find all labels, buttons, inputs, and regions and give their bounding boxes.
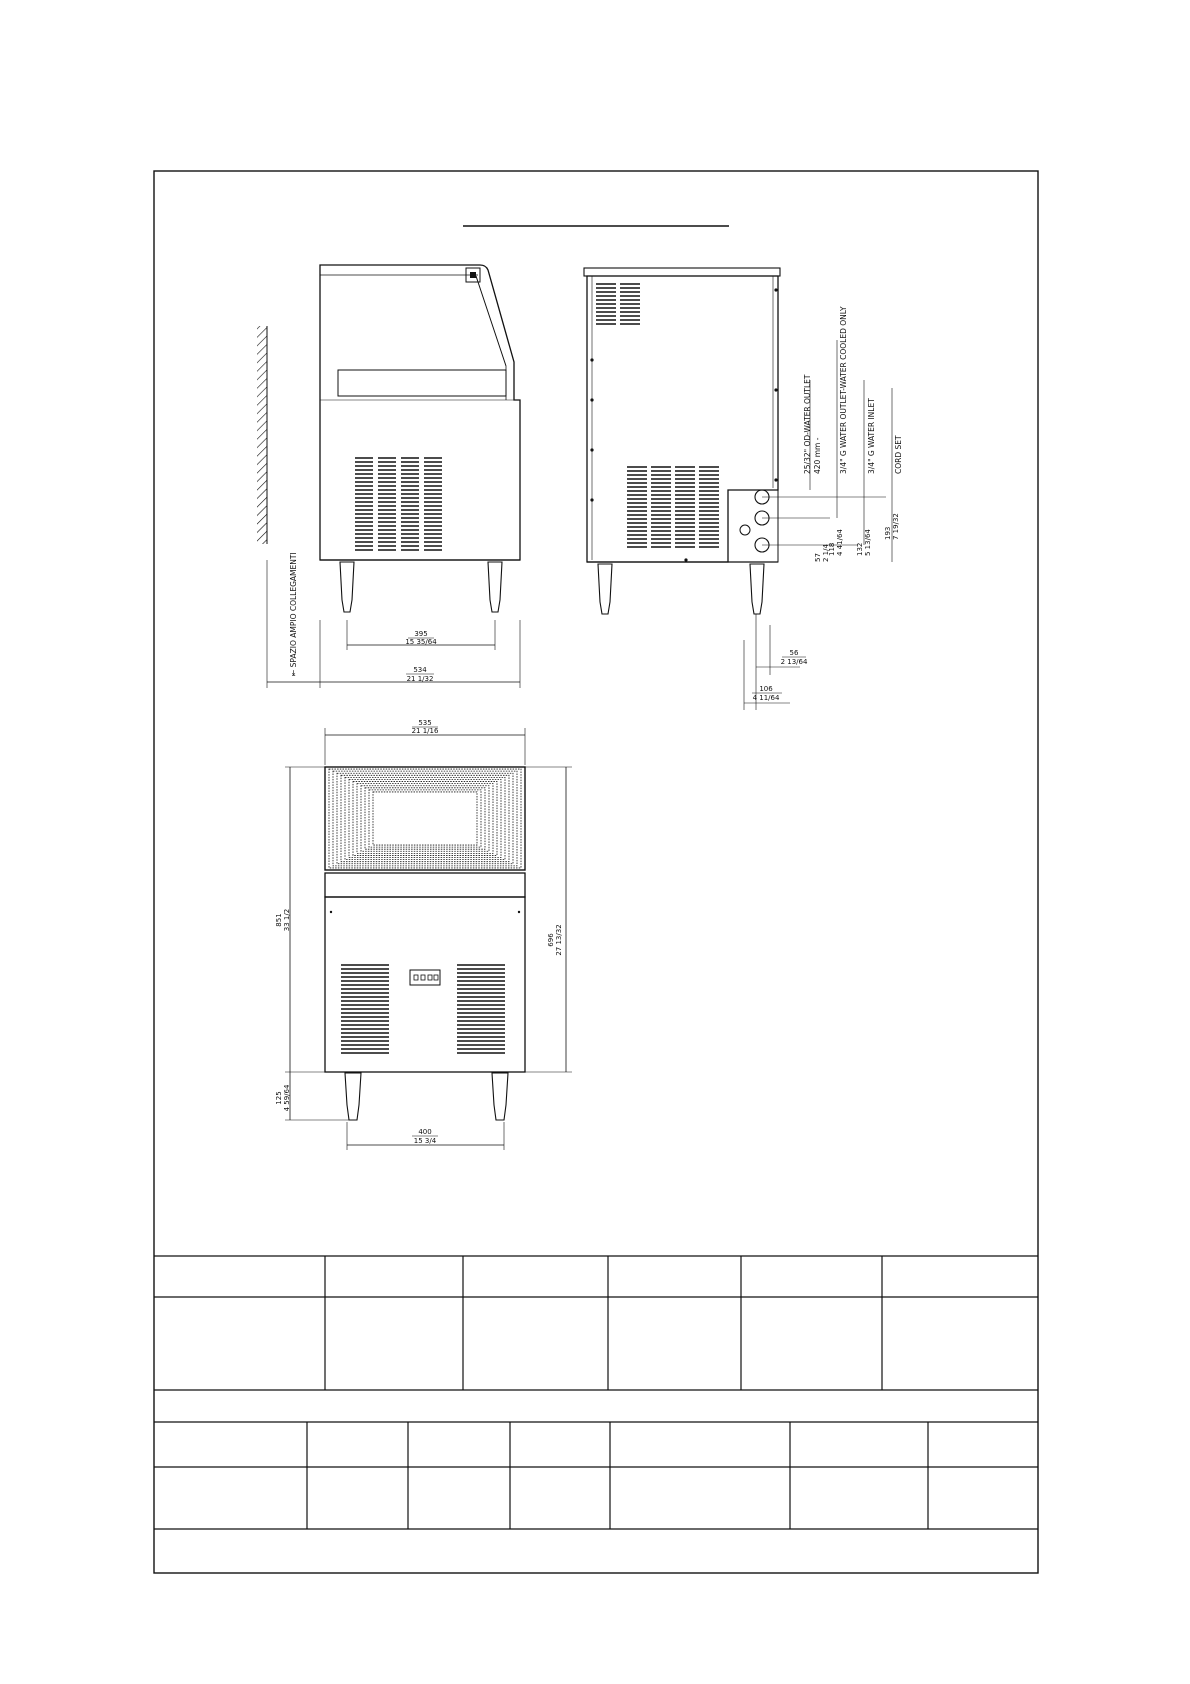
drain-fitting bbox=[740, 525, 750, 535]
h4-mm: 193 bbox=[884, 526, 892, 540]
front-height-in: 33 1/2 bbox=[283, 908, 291, 932]
h1-mm: 57 bbox=[814, 553, 822, 562]
front-band bbox=[325, 873, 525, 897]
water-outlet-size: 3/4" G bbox=[839, 450, 848, 474]
front-vent-left bbox=[341, 965, 389, 1053]
front-vent-right bbox=[457, 965, 505, 1053]
rear-top-grille bbox=[596, 284, 640, 324]
outlet-sub: 420 mm - bbox=[813, 437, 822, 474]
front-width-mm: 535 bbox=[418, 719, 432, 727]
connection-panel bbox=[728, 490, 778, 562]
front-leg-right bbox=[492, 1073, 508, 1120]
front-view bbox=[275, 719, 572, 1150]
w1-mm: 56 bbox=[789, 649, 799, 657]
h3-mm: 132 bbox=[856, 542, 864, 556]
water-inlet-label: WATER INLET bbox=[867, 398, 876, 448]
control-buttons bbox=[414, 975, 438, 980]
lid-texture bbox=[329, 769, 521, 868]
side-leg-right bbox=[488, 562, 502, 612]
clearance-label: ⇤ SPAZIO AMPIO COLLEGAMENTI bbox=[289, 552, 298, 676]
side-legs-span-in: 15 35/64 bbox=[405, 638, 437, 646]
front-leg-height-in: 4 59/64 bbox=[283, 1084, 291, 1112]
front-leg-left bbox=[345, 1073, 361, 1120]
rear-top-lip bbox=[584, 268, 780, 276]
water-cooled-label: WATER OUTLET-WATER COOLED ONLY bbox=[839, 306, 848, 448]
rear-leg-left bbox=[598, 564, 612, 614]
outlet-label: 25/32" OD-WATER OUTLET bbox=[803, 374, 812, 474]
h2-mm: 118 bbox=[828, 542, 836, 556]
wall-hatch bbox=[257, 326, 267, 544]
rear-leg-right bbox=[750, 564, 764, 614]
side-legs-span-mm: 395 bbox=[414, 630, 428, 638]
front-body-height-mm: 696 bbox=[547, 933, 555, 947]
front-height-mm: 851 bbox=[275, 913, 283, 927]
side-view bbox=[257, 265, 520, 688]
rear-view bbox=[584, 268, 903, 710]
side-depth-mm: 534 bbox=[413, 666, 427, 674]
rear-screws bbox=[590, 288, 777, 561]
side-leg-left bbox=[340, 562, 354, 612]
cord-set-label: CORD SET bbox=[894, 435, 903, 474]
rear-bottom-grille bbox=[627, 467, 719, 547]
side-depth-in: 21 1/32 bbox=[406, 675, 434, 683]
front-lid bbox=[325, 767, 525, 870]
w1-in: 2 13/64 bbox=[780, 658, 808, 666]
water-inlet-size: 3/4" G bbox=[867, 450, 876, 474]
sheet-border bbox=[154, 171, 1038, 1573]
front-legs-span-in: 15 3/4 bbox=[413, 1137, 437, 1145]
front-width-in: 21 1/16 bbox=[411, 727, 439, 735]
h4-in: 7 19/32 bbox=[892, 513, 900, 540]
h2-in: 4 41/64 bbox=[836, 529, 844, 556]
h3-in: 5 13/64 bbox=[864, 529, 872, 556]
side-label-panel bbox=[338, 370, 506, 396]
front-body-height-in: 27 13/32 bbox=[555, 924, 563, 956]
front-legs-span-mm: 400 bbox=[418, 1128, 432, 1136]
h1-in: 2 1/4 bbox=[822, 544, 830, 562]
side-vent-grille bbox=[355, 458, 442, 550]
w2-mm: 106 bbox=[759, 685, 773, 693]
w2-in: 4 11/64 bbox=[752, 694, 780, 702]
side-cabinet bbox=[320, 265, 520, 560]
title-block-table bbox=[154, 1256, 1038, 1529]
front-leg-height-mm: 125 bbox=[275, 1091, 283, 1105]
